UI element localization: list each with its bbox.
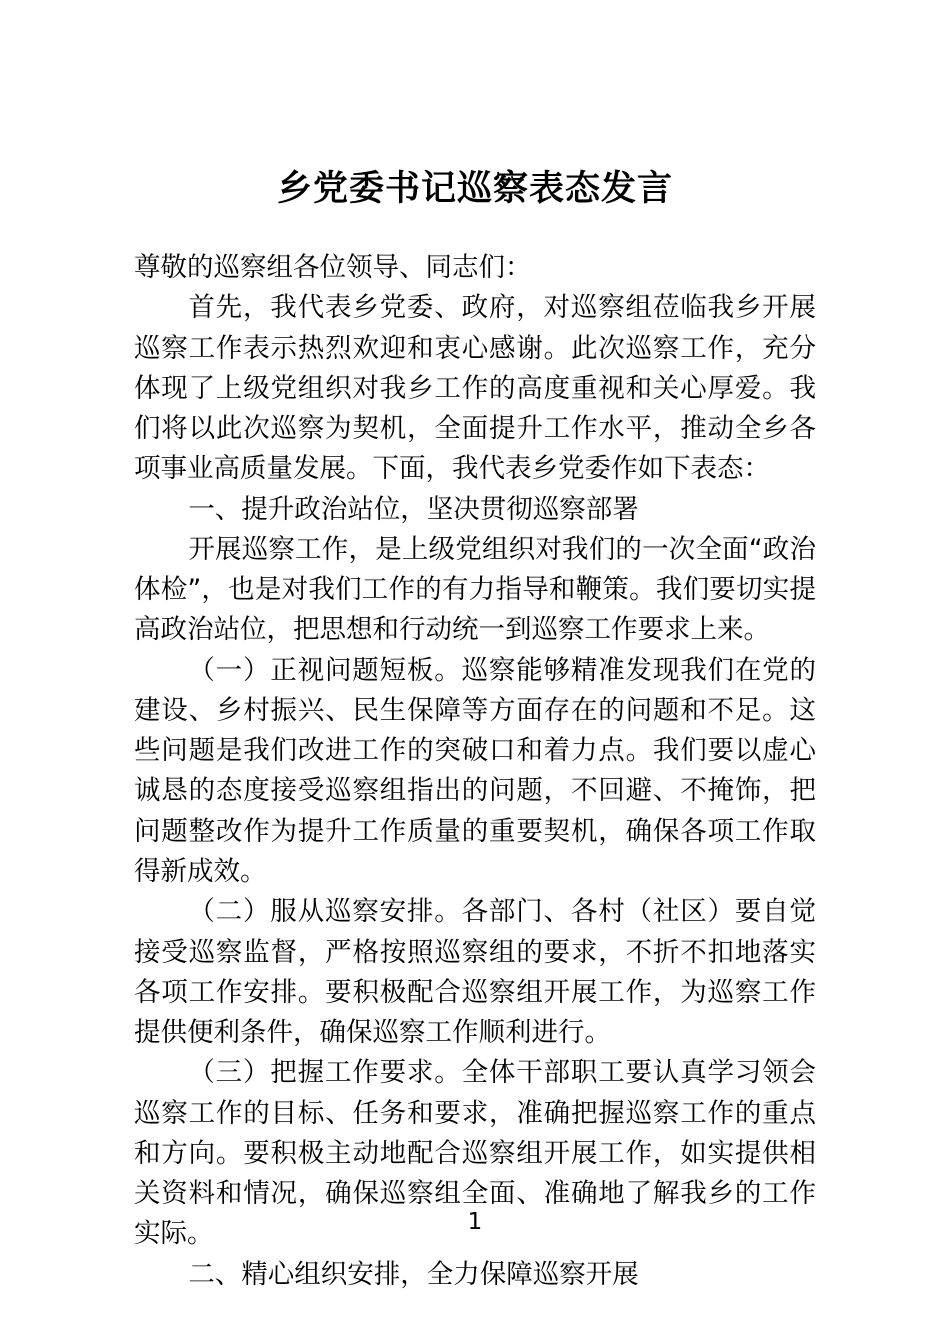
document-body	[134, 210, 816, 1295]
paragraph-intro: 首先，我代表乡党委、政府，对巡察组莅临我乡开展巡察工作表示热烈欢迎和衷心感谢。此次巡察工作，充分体现了上级党组织对我乡工作的高度重视和关心厚爱。我们将以此次巡察为契机，全面提升工作水平，推动全乡各项事业高质量发展。下面，我代表乡党委作如下表态：	[134, 292, 816, 485]
page-number: 1	[467, 1209, 483, 1235]
paragraph-item-one-two: （二）服从巡察安排。各部门、各村（社区）要自觉接受巡察监督，严格按照巡察组的要求，不折不扣地落实各项工作安排。要积极配合巡察组开展工作，为巡察工作提供便利条件，确保巡察工作顺利进行。	[134, 896, 816, 1049]
paragraph-greeting: 尊敬的巡察组各位领导、同志们：	[134, 252, 532, 283]
paragraph-item-one-one: （一）正视问题短板。巡察能够精准发现我们在党的建设、乡村振兴、民生保障等方面存在的问题和不足。这些问题是我们改进工作的突破口和着力点。我们要以虚心诚恳的态度接受巡察组指出的问题，不回避、不掩饰，把问题整改作为提升工作质量的重要契机，确保各项工作取得新成效。	[134, 654, 816, 887]
paragraph-heading-one: 一、提升政治站位，坚决贯彻巡察部署	[188, 493, 639, 525]
paragraph-item-one-three: （三）把握工作要求。全体干部职工要认真学习领会巡察工作的目标、任务和要求，准确把握巡察工作的重点和方向。要积极主动地配合巡察组开展工作，如实提供相关资料和情况，确保巡察组全面、准确地了解我乡的工作实际。	[134, 1057, 816, 1250]
page-title: 乡党委书记巡察表态发言	[276, 169, 673, 209]
paragraph-heading-two: 二、精心组织安排，全力保障巡察开展	[188, 1258, 639, 1290]
paragraph-section-one-intro: 开展巡察工作，是上级党组织对我们的一次全面“政治体检”，也是对我们工作的有力指导和鞭策。我们要切实提高政治站位，把思想和行动统一到巡察工作要求上来。	[134, 533, 816, 646]
